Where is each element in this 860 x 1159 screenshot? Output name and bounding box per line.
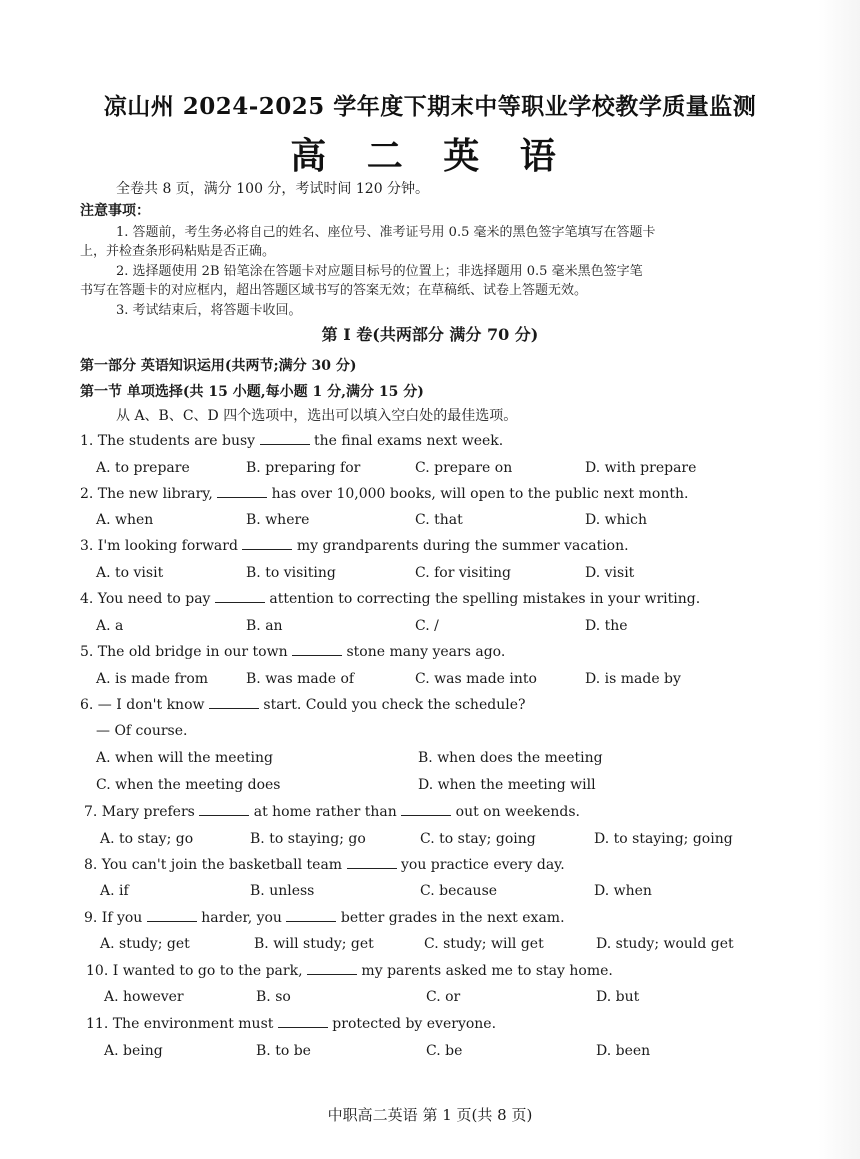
question-stem: 9. If you harder, you better grades in the next exam.: [84, 910, 565, 926]
option-a: A. a: [96, 618, 124, 634]
notice-line: 书写在答题卡的对应框内，超出答题区域书写的答案无效；在草稿纸、试卷上答题无效。: [80, 283, 588, 298]
option-c: C. that: [415, 512, 463, 528]
question-stem: 2. The new library, has over 10,000 books, will open to the public next month.: [80, 486, 689, 502]
question-stem: 7. Mary prefers at home rather than out on weekends.: [84, 804, 580, 820]
option-d: D. when: [594, 883, 652, 899]
question-stem: 10. I wanted to go to the park, my parents asked me to stay home.: [86, 963, 613, 979]
question-stem: 8. You can't join the basketball team you practice every day.: [84, 857, 565, 873]
notice-heading: 注意事项：: [80, 203, 150, 219]
option-d: D. when the meeting will: [418, 777, 596, 793]
option-d: D. study; would get: [596, 936, 734, 952]
option-d: D. the: [585, 618, 628, 634]
option-b: B. to be: [256, 1043, 311, 1059]
notice-line: 3. 考试结束后，将答题卡收回。: [116, 303, 302, 318]
option-b: B. was made of: [246, 671, 355, 687]
option-b: B. preparing for: [246, 460, 361, 476]
notice-line: 上，并检查条形码粘贴是否正确。: [80, 244, 276, 259]
option-a: A. to prepare: [96, 460, 190, 476]
option-a: A. to visit: [96, 565, 164, 581]
option-c: C. study; will get: [424, 936, 544, 952]
section-title: 第一节 单项选择(共 15 小题,每小题 1 分,满分 15 分): [80, 384, 424, 400]
option-c: C. or: [426, 989, 461, 1005]
question-stem: 3. I'm looking forward my grandparents during the summer vacation.: [80, 538, 629, 554]
answer-blank: [215, 601, 265, 603]
option-c: C. when the meeting does: [96, 777, 281, 793]
option-a: A. study; get: [100, 936, 190, 952]
option-c: C. be: [426, 1043, 463, 1059]
exam-title: 凉山州 2024-2025 学年度下期末中等职业学校教学质量监测: [103, 93, 757, 120]
answer-blank: [209, 707, 259, 709]
option-d: D. which: [585, 512, 647, 528]
option-a: A. when: [96, 512, 154, 528]
question-stem: 1. The students are busy the final exams next week.: [80, 433, 504, 449]
option-a: A. when will the meeting: [96, 750, 273, 766]
subject-title: 高 二 英 语: [290, 135, 570, 177]
option-a: A. being: [104, 1043, 163, 1059]
dialogue-reply: — Of course.: [96, 723, 188, 739]
option-b: B. where: [246, 512, 310, 528]
option-d: D. is made by: [585, 671, 681, 687]
option-a: A. to stay; go: [100, 831, 194, 847]
answer-blank: [292, 654, 342, 656]
option-c: C. /: [415, 618, 439, 634]
option-d: D. been: [596, 1043, 651, 1059]
answer-blank: [307, 973, 357, 975]
question-stem: 4. You need to pay attention to correcting the spelling mistakes in your writing.: [80, 591, 701, 607]
option-b: B. so: [256, 989, 291, 1005]
answer-blank: [278, 1026, 328, 1028]
option-d: D. to staying; going: [594, 831, 733, 847]
option-d: D. with prepare: [585, 460, 697, 476]
page-footer: 中职高二英语 第 1 页(共 8 页): [327, 1106, 533, 1124]
answer-blank: [217, 496, 267, 498]
option-c: C. prepare on: [415, 460, 513, 476]
exam-info: 全卷共 8 页，满分 100 分，考试时间 120 分钟。: [116, 181, 430, 197]
volume-title: 第 Ⅰ 卷(共两部分 满分 70 分): [321, 325, 539, 344]
option-c: C. was made into: [415, 671, 537, 687]
instruction: 从 A、B、C、D 四个选项中，选出可以填入空白处的最佳选项。: [116, 408, 518, 424]
answer-blank: [401, 814, 451, 816]
option-b: B. to staying; go: [250, 831, 366, 847]
option-a: A. however: [104, 989, 184, 1005]
answer-blank: [242, 548, 292, 550]
question-stem: 6. — I don't know start. Could you check the schedule?: [80, 697, 526, 713]
scan-edge-shadow: [818, 0, 860, 1159]
answer-blank: [286, 920, 336, 922]
option-d: D. but: [596, 989, 640, 1005]
answer-blank: [199, 814, 249, 816]
notice-line: 2. 选择题使用 2B 铅笔涂在答题卡对应题目标号的位置上；非选择题用 0.5 毫米黑色签字笔: [116, 264, 643, 279]
option-c: C. because: [420, 883, 498, 899]
option-a: A. if: [100, 883, 129, 899]
answer-blank: [147, 920, 197, 922]
option-b: B. unless: [250, 883, 315, 899]
option-c: C. to stay; going: [420, 831, 536, 847]
option-b: B. will study; get: [254, 936, 374, 952]
question-stem: 5. The old bridge in our town stone many years ago.: [80, 644, 506, 660]
answer-blank: [347, 867, 397, 869]
question-stem: 11. The environment must protected by everyone.: [86, 1016, 497, 1032]
part-title: 第一部分 英语知识运用(共两节;满分 30 分): [80, 358, 357, 374]
answer-blank: [260, 443, 310, 445]
option-a: A. is made from: [96, 671, 209, 687]
notice-line: 1. 答题前，考生务必将自己的姓名、座位号、准考证号用 0.5 毫米的黑色签字笔填写在答题卡: [116, 225, 656, 240]
option-b: B. when does the meeting: [418, 750, 603, 766]
option-b: B. an: [246, 618, 283, 634]
option-b: B. to visiting: [246, 565, 336, 581]
option-c: C. for visiting: [415, 565, 511, 581]
option-d: D. visit: [585, 565, 635, 581]
